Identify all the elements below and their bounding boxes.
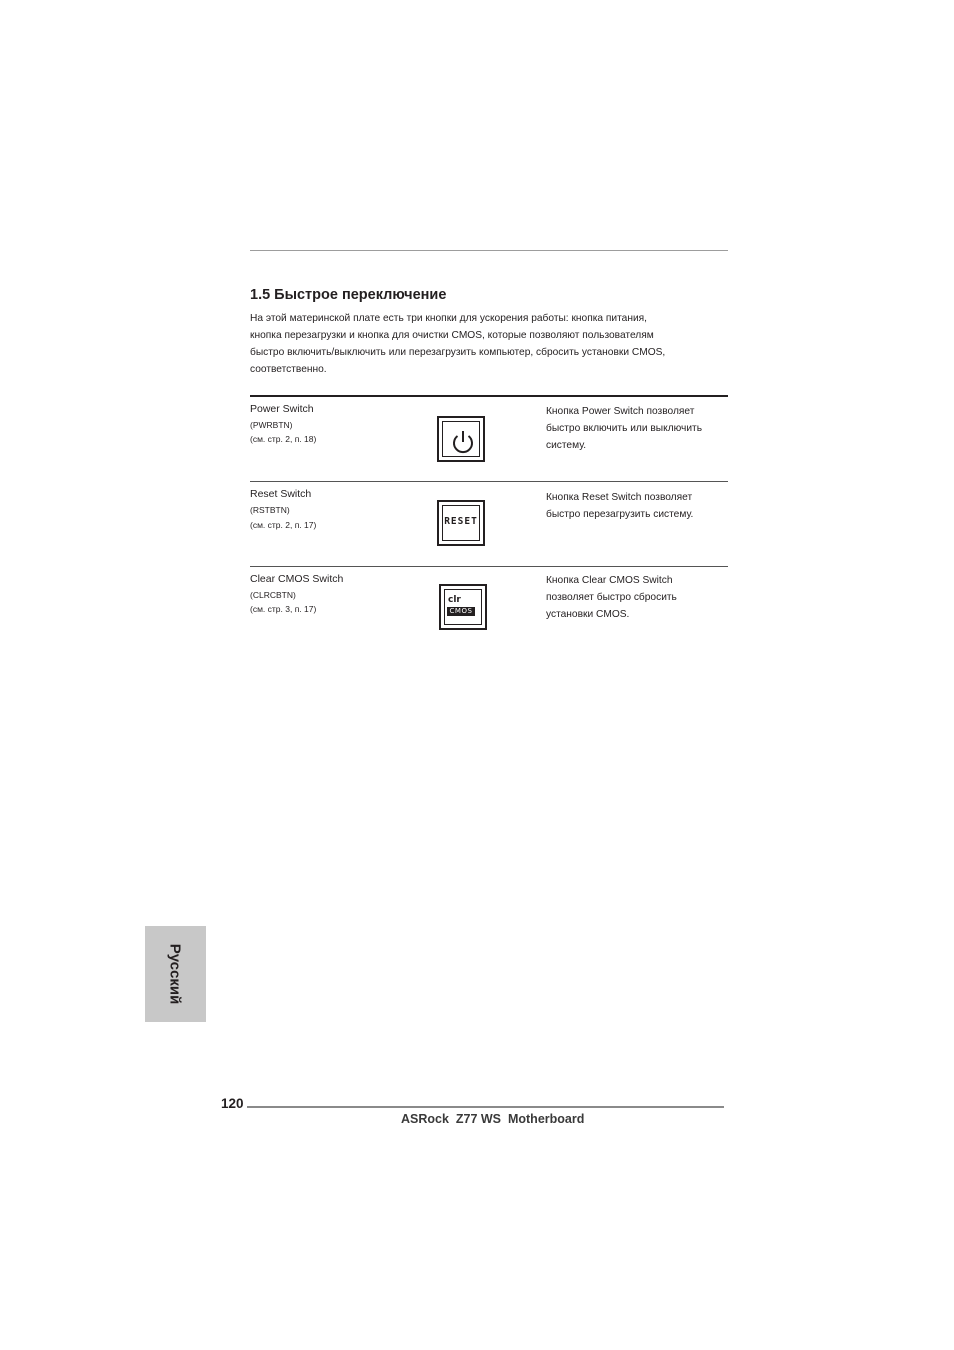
intro-line: На этой материнской плате есть три кнопки для ускорения работы: кнопка питания,	[250, 313, 648, 324]
reset-icon-label: RESET	[444, 516, 478, 527]
clr-icon-label: clr	[448, 595, 461, 605]
desc-line: установки CMOS.	[546, 609, 630, 620]
desc-line: Кнопка Power Switch позволяет	[546, 406, 695, 417]
switch-code: (PWRBTN)	[250, 420, 293, 430]
page-number: 120	[221, 1096, 244, 1111]
switch-page-ref: (см. стр. 2, п. 17)	[250, 520, 317, 530]
intro-line: быстро включить/выключить или перезагрузить компьютер, сбросить установки CMOS,	[250, 347, 666, 358]
desc-line: Кнопка Clear CMOS Switch	[546, 575, 673, 586]
desc-line: позволяет быстро сбросить	[546, 592, 677, 603]
row-divider	[250, 481, 728, 482]
switch-page-ref: (см. стр. 2, п. 18)	[250, 434, 317, 444]
intro-paragraph	[250, 310, 728, 378]
switch-name: Power Switch	[250, 403, 314, 415]
power-icon	[437, 416, 485, 462]
switch-description	[546, 489, 731, 523]
switch-description	[546, 572, 731, 623]
switch-page-ref: (см. стр. 3, п. 17)	[250, 604, 317, 614]
language-side-tab	[145, 926, 206, 1022]
cmos-icon-label: CMOS	[447, 607, 475, 616]
intro-line: соответственно.	[250, 364, 327, 375]
desc-line: систему.	[546, 440, 587, 451]
clear-cmos-icon	[439, 584, 487, 630]
desc-line: быстро включить или выключить	[546, 423, 703, 434]
language-label: Русский	[166, 943, 184, 1005]
switch-code: (RSTBTN)	[250, 505, 290, 515]
section-title: 1.5 Быстрое переключение	[250, 287, 447, 303]
footer-product-title: ASRock Z77 WS Motherboard	[401, 1112, 585, 1126]
switch-name: Clear CMOS Switch	[250, 573, 344, 585]
switch-name: Reset Switch	[250, 488, 312, 500]
intro-line: кнопка перезагрузки и кнопка для очистки CMOS, которые позволяют пользователям	[250, 330, 654, 341]
table-top-border	[250, 395, 728, 397]
top-divider	[250, 250, 728, 251]
footer-divider	[247, 1106, 724, 1108]
row-divider	[250, 566, 728, 567]
reset-icon	[437, 500, 485, 546]
desc-line: быстро перезагрузить систему.	[546, 509, 694, 520]
desc-line: Кнопка Reset Switch позволяет	[546, 492, 693, 503]
switch-description	[546, 403, 731, 454]
switch-code: (CLRCBTN)	[250, 590, 296, 600]
